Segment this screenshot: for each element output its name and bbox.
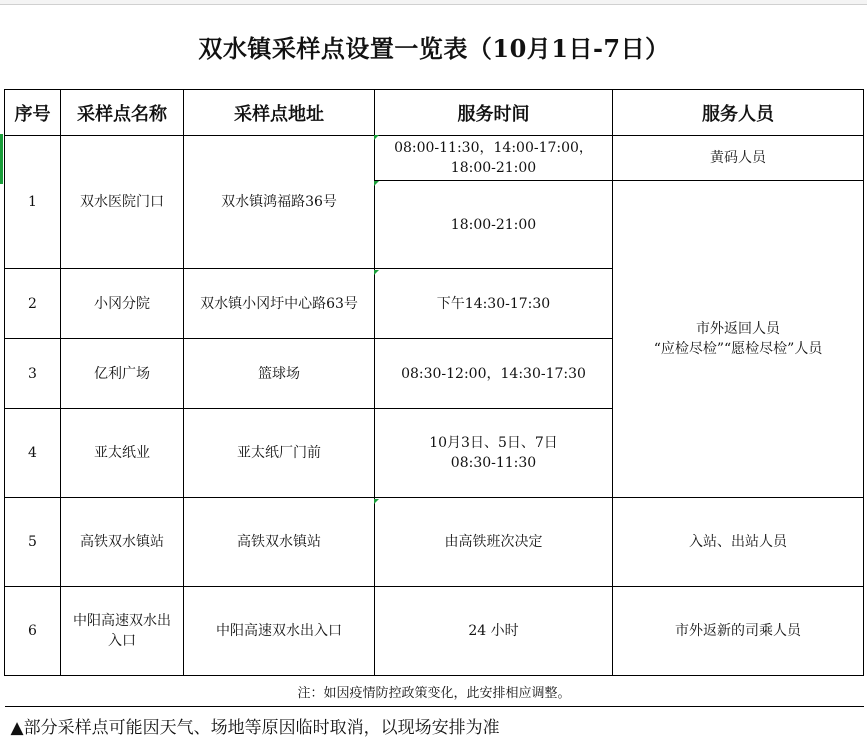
people-line: 市外返回人员 <box>696 321 781 337</box>
row-index: 3 <box>5 339 61 409</box>
table-title: 双水镇采样点设置一览表（10月1日-7日） <box>5 4 864 90</box>
header-people: 服务人员 <box>613 90 864 136</box>
row-name <box>61 587 184 676</box>
header-address: 采样点地址 <box>184 90 375 136</box>
header-index: 序号 <box>5 90 61 136</box>
merged-people-cell <box>613 181 864 498</box>
row-name: 双水医院门口 <box>61 136 184 269</box>
row-people: 黄码人员 <box>613 136 864 181</box>
row-address: 双水镇小冈圩中心路63号 <box>184 269 375 339</box>
table-row <box>5 498 864 587</box>
row-time: 24 小时 <box>375 587 613 676</box>
header-name: 采样点名称 <box>61 90 184 136</box>
row-name: 亚太纸业 <box>61 409 184 498</box>
row-time: 18:00-21:00 <box>375 181 613 269</box>
row-index: 4 <box>5 409 61 498</box>
time-line: 08:00-11:30，14:00-17:00， <box>394 140 593 156</box>
row-address: 高铁双水镇站 <box>184 498 375 587</box>
row-time: 08:30-12:00，14:30-17:30 <box>375 339 613 409</box>
row-people: 市外返新的司乘人员 <box>613 587 864 676</box>
name-line: 中阳高速双水出 <box>73 613 171 629</box>
row-time: 由高铁班次决定 <box>375 498 613 587</box>
cell-indicator-icon <box>374 181 379 186</box>
time-line: 18:00-21:00 <box>450 160 537 176</box>
sampling-sites-table <box>4 4 864 743</box>
row-name: 小冈分院 <box>61 269 184 339</box>
cell-indicator-icon <box>374 499 379 504</box>
footer-notice: ▲部分采样点可能因天气、场地等原因临时取消，以现场安排为准 <box>5 707 864 744</box>
row-address: 篮球场 <box>184 339 375 409</box>
time-line: 08:30-11:30 <box>450 455 537 471</box>
table-row <box>5 136 864 181</box>
table-note: 注：如因疫情防控政策变化，此安排相应调整。 <box>5 676 864 707</box>
cell-indicator-icon <box>374 135 379 140</box>
row-time <box>375 136 613 181</box>
people-line: “应检尽检”“愿检尽检”人员 <box>653 341 823 357</box>
row-selection-marker <box>0 134 3 184</box>
row-address: 亚太纸厂门前 <box>184 409 375 498</box>
row-address: 双水镇鸿福路36号 <box>184 136 375 269</box>
header-row <box>5 90 864 136</box>
row-time: 下午14:30-17:30 <box>375 269 613 339</box>
header-time: 服务时间 <box>375 90 613 136</box>
cell-indicator-icon <box>374 270 379 275</box>
name-line: 入口 <box>108 633 136 649</box>
table-row <box>5 587 864 676</box>
row-address: 中阳高速双水出入口 <box>184 587 375 676</box>
row-index: 1 <box>5 136 61 269</box>
row-index: 6 <box>5 587 61 676</box>
row-index: 2 <box>5 269 61 339</box>
row-name: 高铁双水镇站 <box>61 498 184 587</box>
row-time <box>375 409 613 498</box>
time-line: 10月3日、5日、7日 <box>429 435 558 451</box>
row-name: 亿利广场 <box>61 339 184 409</box>
row-index: 5 <box>5 498 61 587</box>
row-people: 入站、出站人员 <box>613 498 864 587</box>
